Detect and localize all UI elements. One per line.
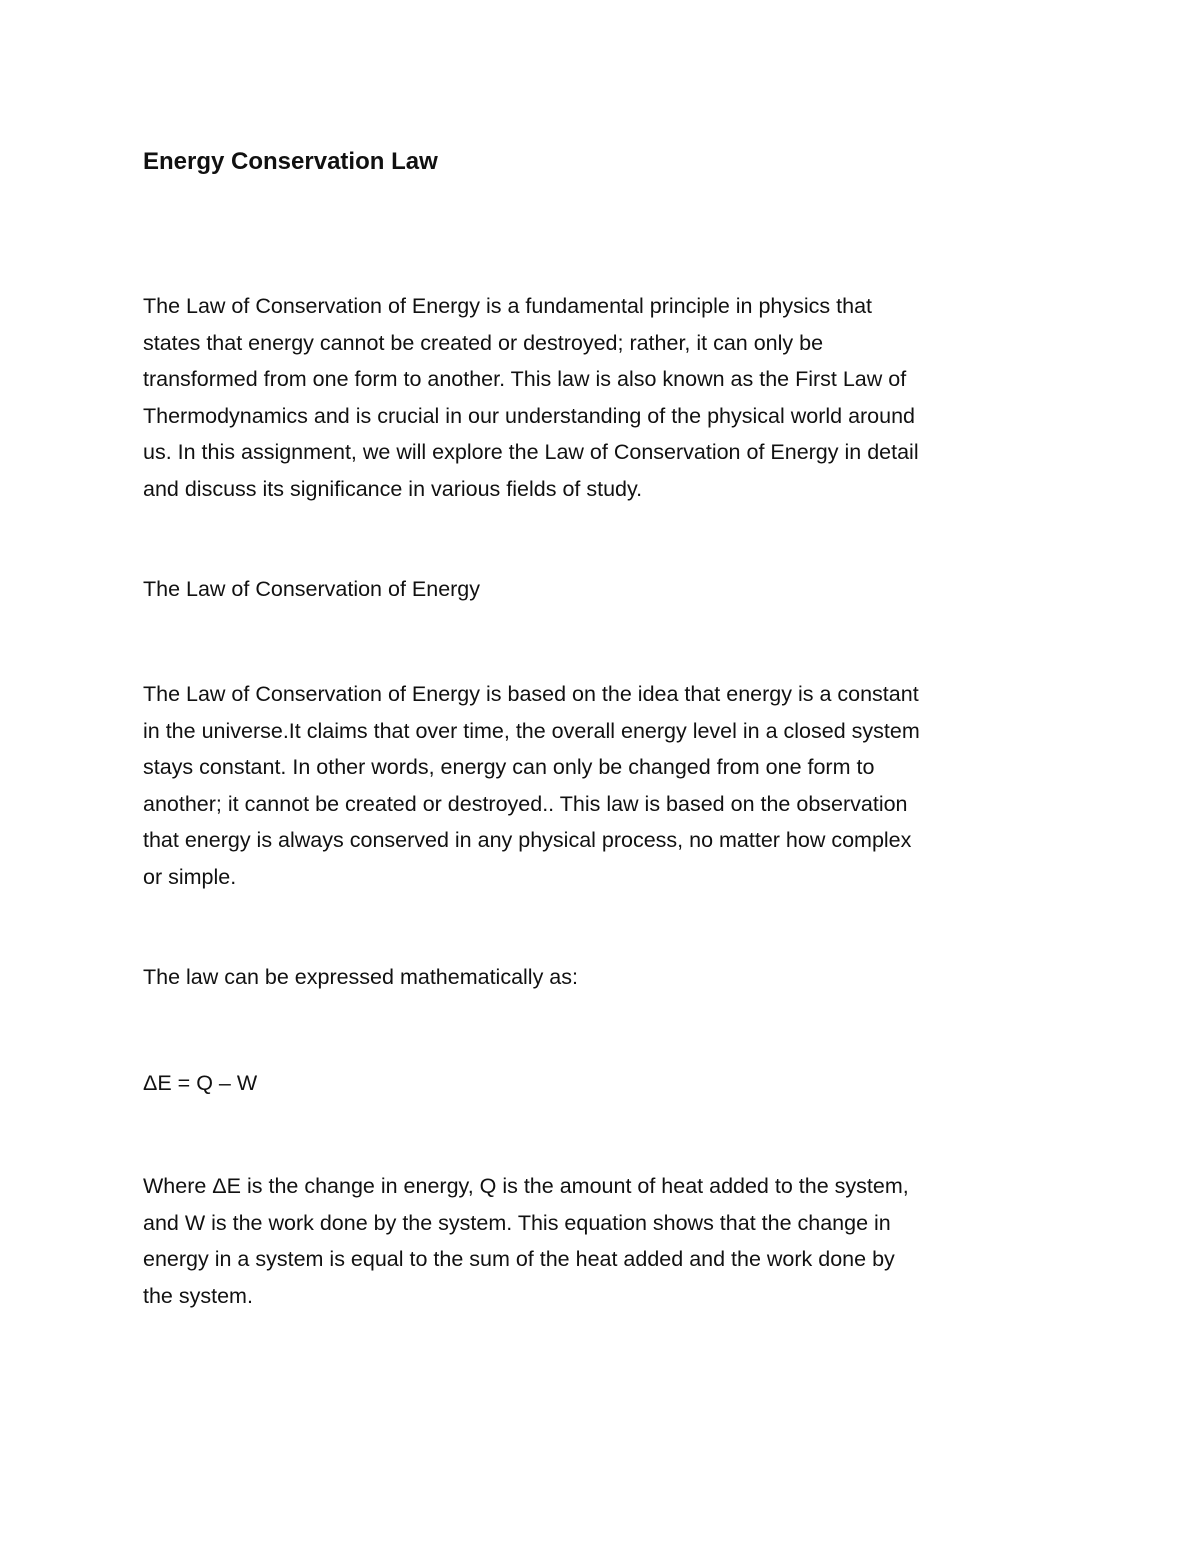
math-intro-text: The law can be expressed mathematically as:: [143, 965, 578, 989]
paragraph-line: us. In this assignment, we will explore the Law of Conservation of Energy in detail: [143, 440, 919, 464]
body-paragraph: [143, 676, 1058, 895]
paragraph-line: states that energy cannot be created or destroyed; rather, it can only be: [143, 330, 824, 355]
paragraph-line: The Law of Conservation of Energy is a fundamental principle in physics that: [143, 294, 873, 318]
paragraph-line: stays constant. In other words, energy can only be changed from one form to: [143, 755, 875, 779]
equation-paragraph: [143, 1065, 1058, 1102]
math-intro-paragraph: [143, 959, 1058, 996]
paragraph-line: Where ΔE is the change in energy, Q is the amount of heat added to the system,: [143, 1174, 909, 1198]
paragraph-line: another; it cannot be created or destroyed.. This law is based on the observation: [143, 791, 908, 816]
paragraph-line: or simple.: [143, 864, 237, 889]
paragraph-line: the system.: [143, 1283, 253, 1308]
equation-text: ΔE = Q – W: [143, 1071, 258, 1095]
explanation-paragraph: [143, 1168, 1058, 1314]
paragraph-line: transformed from one form to another. This law is also known as the First Law of: [143, 367, 907, 391]
paragraph-line: Thermodynamics and is crucial in our understanding of the physical world around: [143, 403, 916, 428]
paragraph-line: energy in a system is equal to the sum of the heat added and the work done by: [143, 1247, 895, 1271]
section-heading: [143, 571, 1058, 608]
paragraph-line: and discuss its significance in various fields of study.: [143, 476, 643, 501]
paragraph-line: in the universe.It claims that over time, the overall energy level in a closed system: [143, 718, 920, 743]
paragraph-line: and W is the work done by the system. This equation shows that the change in: [143, 1210, 891, 1235]
document-title: Energy Conservation Law: [143, 148, 438, 175]
paragraph-line: that energy is always conserved in any physical process, no matter how complex: [143, 828, 912, 852]
section-heading-text: The Law of Conservation of Energy: [143, 577, 481, 601]
intro-paragraph: [143, 288, 1058, 507]
paragraph-line: The Law of Conservation of Energy is based on the idea that energy is a constant: [143, 682, 919, 706]
